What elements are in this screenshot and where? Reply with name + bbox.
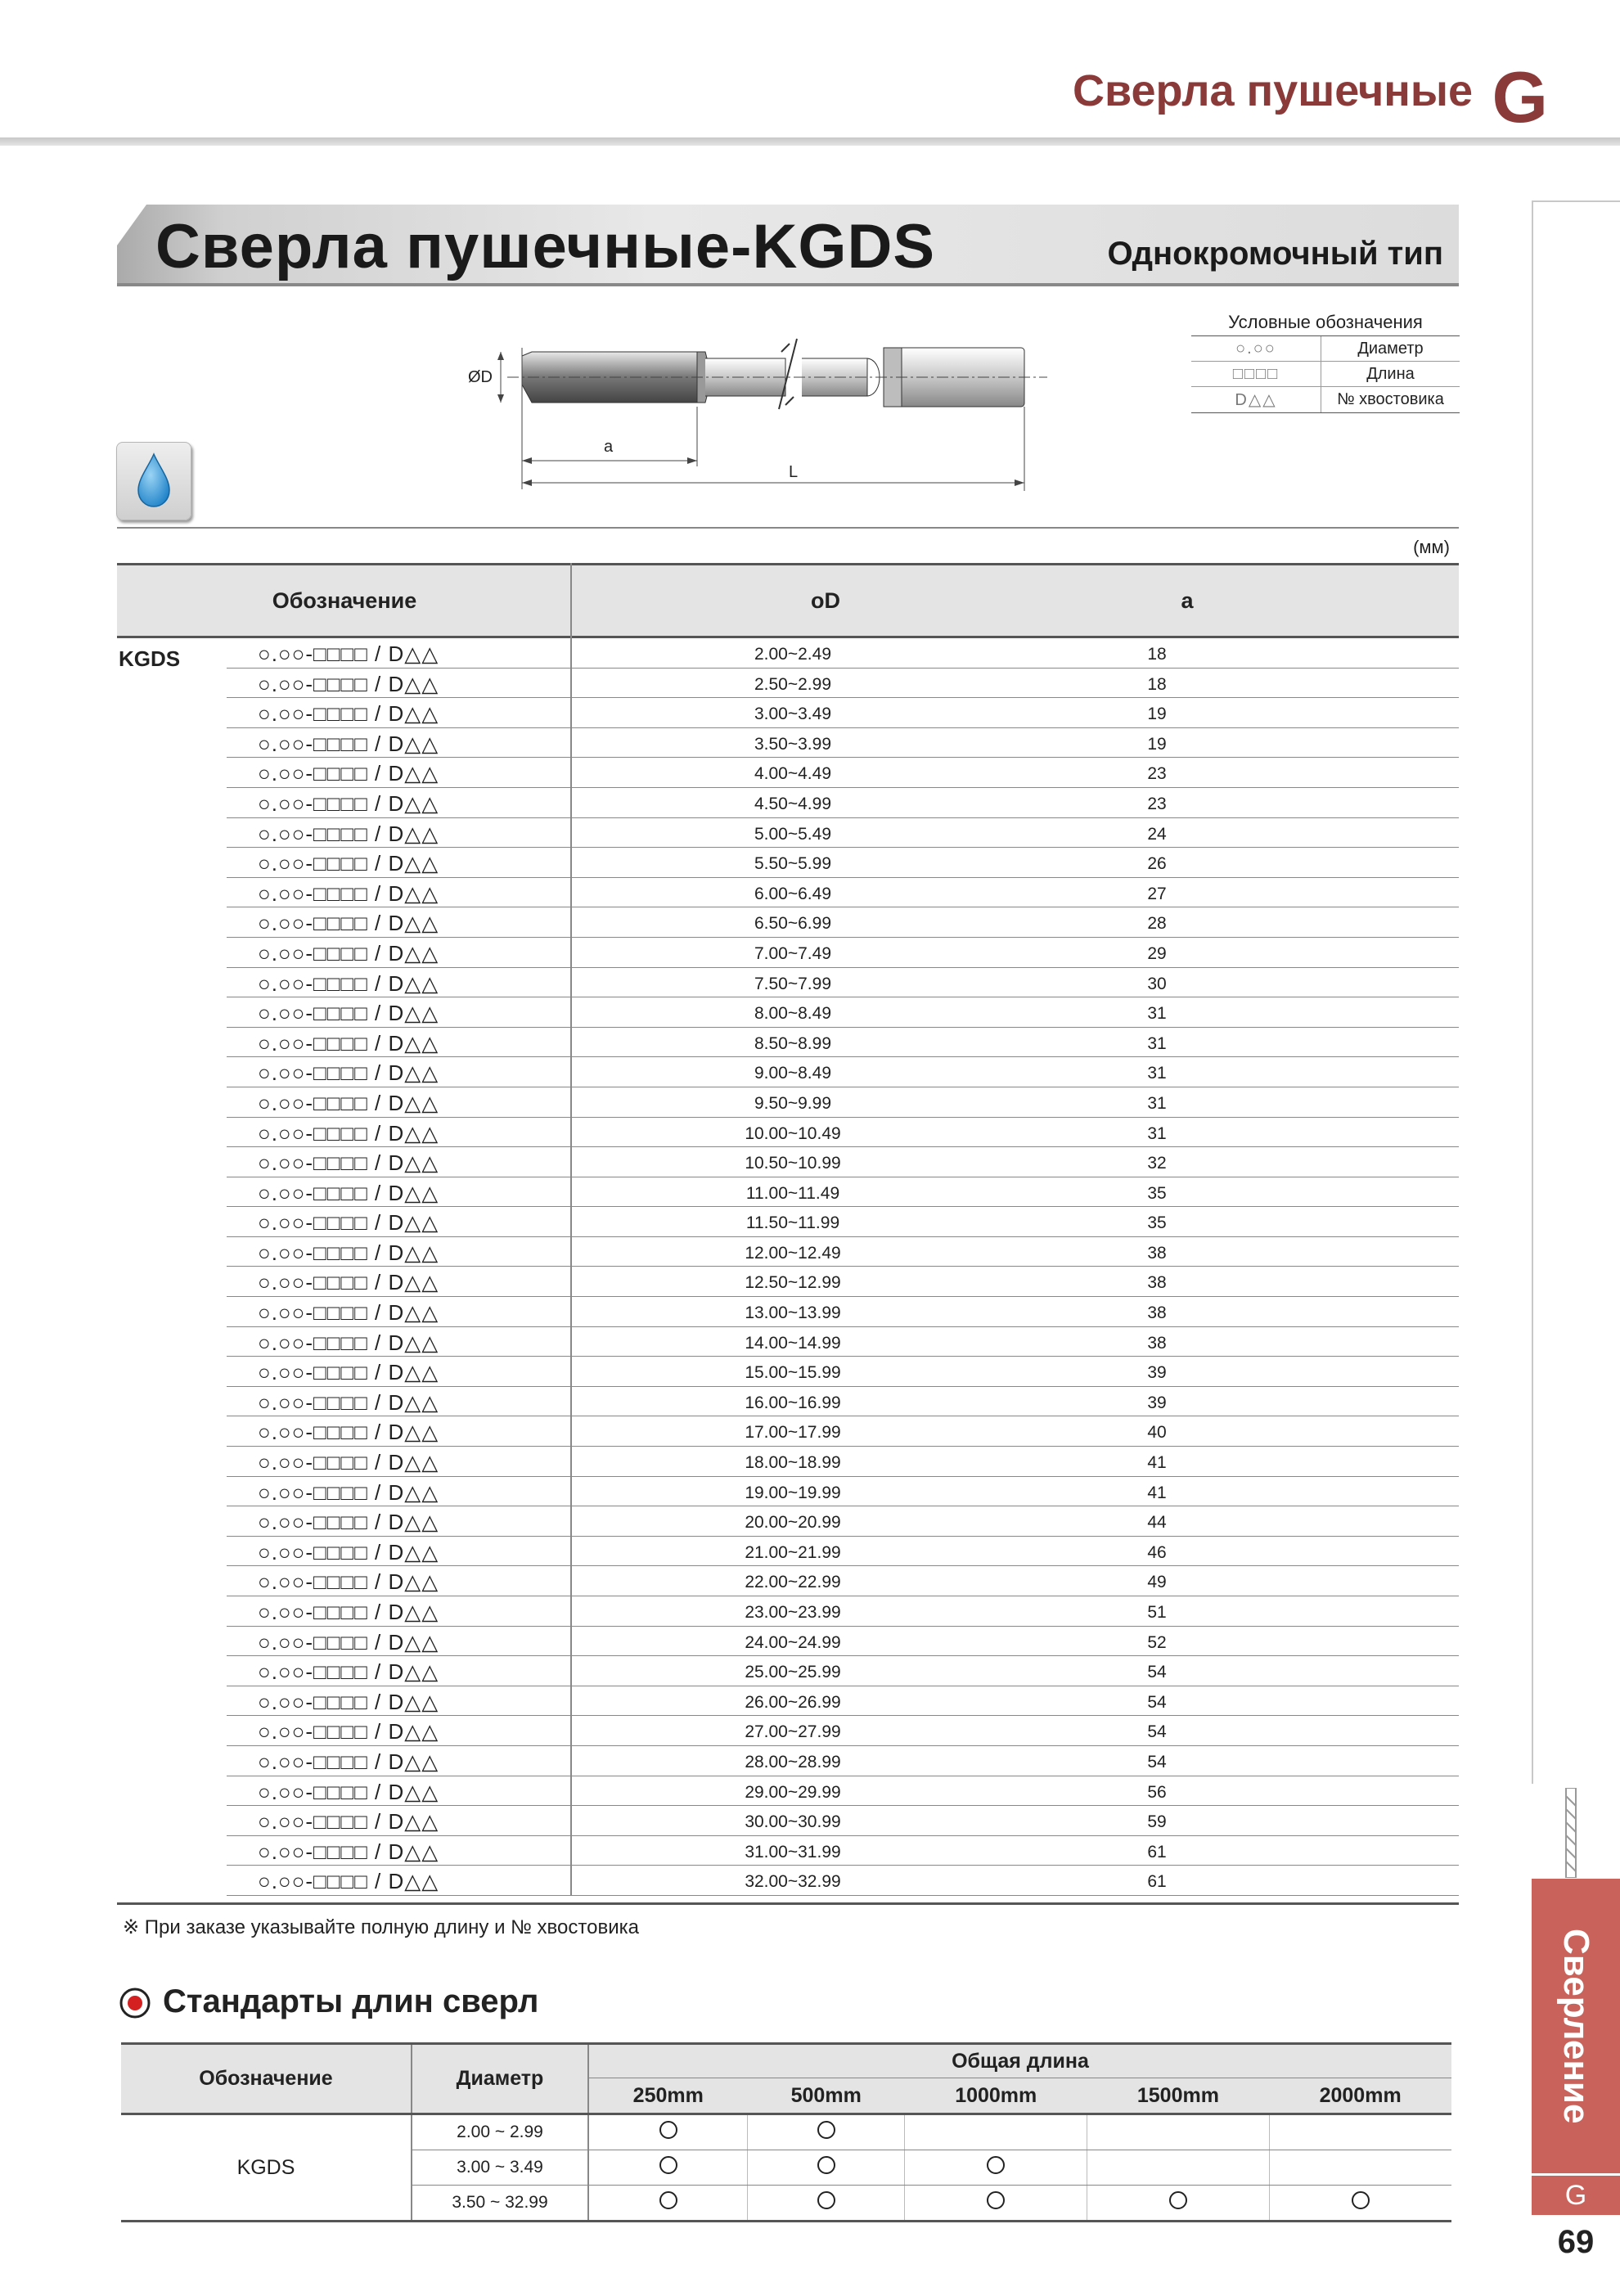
dim-label-a: a — [604, 438, 614, 456]
od-range: 13.00~13.99 — [745, 1303, 841, 1323]
od-range: 2.50~2.99 — [754, 674, 831, 694]
od-range: 19.00~19.99 — [745, 1483, 841, 1502]
od-range: 10.50~10.99 — [745, 1154, 841, 1173]
a-value: 28 — [1147, 914, 1167, 934]
side-section-letter: G — [1532, 2173, 1620, 2215]
od-range: 29.00~29.99 — [745, 1782, 841, 1802]
table-row — [117, 848, 1459, 878]
designation-code: ○.○○-□□□□ / D△△ — [258, 1060, 439, 1086]
availability-cell — [1087, 2150, 1270, 2186]
od-range: 4.00~4.49 — [754, 764, 831, 784]
table-row — [117, 1267, 1459, 1297]
availability-cell — [1269, 2150, 1451, 2186]
table-row — [117, 1836, 1459, 1866]
legend-meaning: № хвостовика — [1321, 387, 1460, 413]
designation-code: ○.○○-□□□□ / D△△ — [258, 1389, 439, 1415]
designation-code: ○.○○-□□□□ / D△△ — [258, 1120, 439, 1146]
available-circle-icon — [659, 2121, 677, 2139]
len-header-length: 500mm — [748, 2078, 905, 2114]
designation-code: ○.○○-□□□□ / D△△ — [258, 1809, 439, 1835]
table-row — [117, 1357, 1459, 1387]
table-row — [117, 1656, 1459, 1686]
designation-code: ○.○○-□□□□ / D△△ — [258, 821, 439, 846]
designation-code: ○.○○-□□□□ / D△△ — [258, 1479, 439, 1505]
designation-code: ○.○○-□□□□ / D△△ — [258, 1749, 439, 1774]
availability-cell — [588, 2186, 748, 2222]
designation-code: ○.○○-□□□□ / D△△ — [258, 1270, 439, 1295]
section-separator — [117, 527, 1459, 529]
a-value: 29 — [1147, 943, 1167, 963]
table-row — [117, 1627, 1459, 1657]
designation-code: ○.○○-□□□□ / D△△ — [258, 1330, 439, 1355]
a-value: 51 — [1147, 1603, 1167, 1622]
page-subtitle: Однокромочный тип — [1107, 236, 1443, 272]
a-value: 38 — [1147, 1333, 1167, 1353]
od-range: 17.00~17.99 — [745, 1423, 841, 1443]
availability-cell — [1269, 2186, 1451, 2222]
table-row — [117, 1746, 1459, 1776]
od-range: 11.50~11.99 — [745, 1213, 840, 1233]
a-value: 54 — [1147, 1722, 1167, 1742]
a-value: 38 — [1147, 1303, 1167, 1323]
len-header-length: 1500mm — [1087, 2078, 1270, 2114]
designation-code: ○.○○-□□□□ / D△△ — [258, 851, 439, 876]
od-range: 23.00~23.99 — [745, 1603, 841, 1622]
designation-code: ○.○○-□□□□ / D△△ — [258, 1659, 439, 1685]
main-table-body — [117, 638, 1459, 1896]
table-row — [117, 1806, 1459, 1836]
available-circle-icon — [659, 2191, 677, 2209]
len-header-length: 2000mm — [1269, 2078, 1451, 2114]
availability-cell — [905, 2114, 1087, 2150]
table-row — [117, 1506, 1459, 1537]
designation-code: ○.○○-□□□□ / D△△ — [258, 1569, 439, 1595]
a-value: 23 — [1147, 794, 1167, 813]
table-row — [117, 1057, 1459, 1087]
table-row — [117, 1716, 1459, 1746]
a-value: 31 — [1147, 1123, 1167, 1143]
table-row — [117, 1177, 1459, 1208]
od-range: 3.00~3.49 — [754, 705, 831, 724]
availability-cell — [588, 2150, 748, 2186]
a-value: 31 — [1147, 1093, 1167, 1113]
od-range: 18.00~18.99 — [745, 1453, 841, 1473]
table-row — [117, 728, 1459, 759]
od-range: 9.50~9.99 — [754, 1093, 831, 1113]
designation-code: ○.○○-□□□□ / D△△ — [258, 1689, 439, 1714]
section-header-title: Сверла пушечные — [1073, 66, 1473, 115]
main-table-bottom-rule — [117, 1902, 1459, 1905]
designation-code: ○.○○-□□□□ / D△△ — [258, 1030, 439, 1056]
a-value: 52 — [1147, 1632, 1167, 1652]
designation-code: ○.○○-□□□□ / D△△ — [258, 1300, 439, 1326]
od-range: 15.00~15.99 — [745, 1363, 841, 1383]
availability-cell — [905, 2186, 1087, 2222]
od-range: 9.00~8.49 — [754, 1064, 831, 1083]
banner-corner — [117, 205, 146, 245]
od-range: 6.50~6.99 — [754, 914, 831, 934]
length-table — [121, 2042, 1451, 2222]
table-row — [117, 1596, 1459, 1627]
a-value: 54 — [1147, 1663, 1167, 1682]
drill-icon — [1555, 1788, 1587, 1878]
designation-code: ○.○○-□□□□ / D△△ — [258, 1839, 439, 1864]
a-value: 19 — [1147, 705, 1167, 724]
available-circle-icon — [659, 2156, 677, 2174]
a-value: 31 — [1147, 1033, 1167, 1053]
a-value: 54 — [1147, 1692, 1167, 1712]
table-row — [117, 818, 1459, 849]
legend-symbol: □□□□ — [1191, 362, 1321, 387]
a-value: 59 — [1147, 1812, 1167, 1832]
od-range: 25.00~25.99 — [745, 1663, 841, 1682]
table-row — [117, 968, 1459, 998]
table-row — [117, 1147, 1459, 1177]
availability-cell — [748, 2186, 905, 2222]
side-divider-top — [1532, 200, 1620, 202]
designation-code: ○.○○-□□□□ / D△△ — [258, 761, 439, 786]
a-value: 18 — [1147, 674, 1167, 694]
od-range: 3.50~3.99 — [754, 734, 831, 754]
col-header-od: oD — [811, 588, 840, 613]
section-header-letter: G — [1492, 56, 1548, 137]
len-header-diameter: Диаметр — [412, 2044, 588, 2114]
a-value: 30 — [1147, 974, 1167, 993]
a-value: 39 — [1147, 1363, 1167, 1383]
availability-cell — [748, 2150, 905, 2186]
a-value: 31 — [1147, 1004, 1167, 1024]
a-value: 32 — [1147, 1154, 1167, 1173]
a-value: 26 — [1147, 854, 1167, 874]
designation-code: ○.○○-□□□□ / D△△ — [258, 1180, 439, 1205]
len-diameter: 2.00 ~ 2.99 — [412, 2114, 588, 2150]
od-range: 30.00~30.99 — [745, 1812, 841, 1832]
group-label: KGDS — [119, 646, 181, 671]
designation-code: ○.○○-□□□□ / D△△ — [258, 1539, 439, 1564]
a-value: 40 — [1147, 1423, 1167, 1443]
od-range: 11.00~11.49 — [745, 1183, 840, 1203]
od-range: 20.00~20.99 — [745, 1513, 841, 1533]
od-range: 32.00~32.99 — [745, 1872, 841, 1892]
od-range: 27.00~27.99 — [745, 1722, 841, 1742]
length-row — [121, 2114, 1451, 2150]
table-row — [117, 907, 1459, 938]
table-row — [117, 1566, 1459, 1596]
table-row — [117, 1207, 1459, 1237]
table-row — [117, 1387, 1459, 1417]
a-value: 56 — [1147, 1782, 1167, 1802]
col-header-designation: Обозначение — [272, 588, 417, 613]
legend-title: Условные обозначения — [1191, 309, 1460, 336]
designation-code: ○.○○-□□□□ / D△△ — [258, 1869, 439, 1894]
coolant-badge — [116, 442, 191, 520]
od-range: 12.50~12.99 — [745, 1273, 841, 1293]
designation-code: ○.○○-□□□□ / D△△ — [258, 731, 439, 756]
a-value: 61 — [1147, 1872, 1167, 1892]
designation-code: ○.○○-□□□□ / D△△ — [258, 1629, 439, 1654]
od-range: 4.50~4.99 — [754, 794, 831, 813]
a-value: 54 — [1147, 1752, 1167, 1772]
od-range: 7.50~7.99 — [754, 974, 831, 993]
table-row — [117, 1087, 1459, 1118]
od-range: 7.00~7.49 — [754, 943, 831, 963]
designation-code: ○.○○-□□□□ / D△△ — [258, 701, 439, 727]
od-range: 2.00~2.49 — [754, 645, 831, 664]
a-value: 18 — [1147, 645, 1167, 664]
designation-code: ○.○○-□□□□ / D△△ — [258, 671, 439, 696]
designation-code: ○.○○-□□□□ / D△△ — [258, 1779, 439, 1804]
designation-code: ○.○○-□□□□ / D△△ — [258, 911, 439, 936]
availability-cell — [588, 2114, 748, 2150]
available-circle-icon — [987, 2191, 1005, 2209]
available-circle-icon — [987, 2156, 1005, 2174]
designation-code: ○.○○-□□□□ / D△△ — [258, 1150, 439, 1176]
table-row — [117, 698, 1459, 728]
target-bullet-icon — [119, 1988, 151, 2019]
available-circle-icon — [817, 2156, 835, 2174]
table-row — [117, 1416, 1459, 1447]
designation-code: ○.○○-□□□□ / D△△ — [258, 970, 439, 996]
designation-code: ○.○○-□□□□ / D△△ — [258, 1090, 439, 1115]
a-value: 38 — [1147, 1243, 1167, 1263]
len-diameter: 3.50 ~ 32.99 — [412, 2186, 588, 2222]
availability-cell — [905, 2150, 1087, 2186]
table-row — [117, 938, 1459, 968]
a-value: 41 — [1147, 1483, 1167, 1502]
designation-code: ○.○○-□□□□ / D△△ — [258, 790, 439, 816]
availability-cell — [748, 2114, 905, 2150]
table-row — [117, 1118, 1459, 1148]
availability-cell — [1087, 2186, 1270, 2222]
page-number: 69 — [1557, 2224, 1595, 2260]
od-range: 8.50~8.99 — [754, 1033, 831, 1053]
a-value: 46 — [1147, 1542, 1167, 1562]
legend-meaning: Длина — [1321, 362, 1460, 387]
dim-label-l: L — [789, 463, 799, 481]
a-value: 23 — [1147, 764, 1167, 784]
row-rule — [227, 1895, 1459, 1896]
a-value: 44 — [1147, 1513, 1167, 1533]
a-value: 38 — [1147, 1273, 1167, 1293]
designation-code: ○.○○-□□□□ / D△△ — [258, 1450, 439, 1475]
designation-code: ○.○○-□□□□ / D△△ — [258, 940, 439, 966]
table-row — [117, 878, 1459, 908]
table-row — [117, 669, 1459, 699]
od-range: 26.00~26.99 — [745, 1692, 841, 1712]
order-note: ※ При заказе указывайте полную длину и № хвостовика — [123, 1916, 639, 1938]
designation-code: ○.○○-□□□□ / D△△ — [258, 642, 439, 666]
table-row — [117, 1327, 1459, 1357]
a-value: 49 — [1147, 1573, 1167, 1592]
section-title: Стандарты длин сверл — [163, 1983, 539, 2019]
table-row — [117, 1297, 1459, 1327]
table-row — [117, 1028, 1459, 1058]
len-header-length: 1000mm — [905, 2078, 1087, 2114]
available-circle-icon — [817, 2191, 835, 2209]
a-value: 61 — [1147, 1842, 1167, 1862]
banner-underline — [117, 283, 1459, 286]
a-value: 31 — [1147, 1064, 1167, 1083]
od-range: 12.00~12.49 — [745, 1243, 841, 1263]
od-range: 21.00~21.99 — [745, 1542, 841, 1562]
designation-code: ○.○○-□□□□ / D△△ — [258, 1360, 439, 1385]
table-row — [117, 1537, 1459, 1567]
table-row — [117, 1866, 1459, 1896]
len-diameter: 3.00 ~ 3.49 — [412, 2150, 588, 2186]
legend-symbol: D△△ — [1191, 387, 1321, 413]
od-range: 14.00~14.99 — [745, 1333, 841, 1353]
legend-symbol: ○.○○ — [1191, 336, 1321, 362]
len-designation: KGDS — [121, 2114, 412, 2222]
len-header-designation: Обозначение — [121, 2044, 412, 2114]
len-header-length: 250mm — [588, 2078, 748, 2114]
available-circle-icon — [1169, 2191, 1187, 2209]
table-row — [117, 788, 1459, 818]
od-range: 6.00~6.49 — [754, 884, 831, 903]
table-row — [117, 638, 1459, 669]
len-header-total: Общая длина — [588, 2044, 1451, 2078]
od-range: 24.00~24.99 — [745, 1632, 841, 1652]
table-row — [117, 997, 1459, 1028]
units-label: (мм) — [1413, 537, 1450, 557]
designation-code: ○.○○-□□□□ / D△△ — [258, 880, 439, 906]
a-value: 39 — [1147, 1393, 1167, 1412]
designation-code: ○.○○-□□□□ / D△△ — [258, 1210, 439, 1236]
table-row — [117, 1776, 1459, 1807]
side-tab-label-wrap[interactable] — [1532, 1879, 1620, 2173]
table-row — [117, 1686, 1459, 1717]
od-range: 5.00~5.49 — [754, 824, 831, 844]
designation-code: ○.○○-□□□□ / D△△ — [258, 1420, 439, 1445]
od-range: 16.00~16.99 — [745, 1393, 841, 1412]
availability-cell — [1087, 2114, 1270, 2150]
od-range: 28.00~28.99 — [745, 1752, 841, 1772]
table-row — [117, 1447, 1459, 1477]
table-row — [117, 758, 1459, 788]
col-header-a: a — [1181, 588, 1194, 613]
legend-meaning: Диаметр — [1321, 336, 1460, 362]
dim-label-diameter: ØD — [468, 368, 493, 386]
a-value: 19 — [1147, 734, 1167, 754]
designation-code: ○.○○-□□□□ / D△△ — [258, 1510, 439, 1535]
table-row — [117, 1237, 1459, 1267]
od-range: 10.00~10.49 — [745, 1123, 841, 1143]
side-divider — [1532, 200, 1533, 1784]
od-range: 22.00~22.99 — [745, 1573, 841, 1592]
page-title: Сверла пушечные-KGDS — [155, 212, 936, 281]
a-value: 35 — [1147, 1213, 1167, 1233]
side-tab-label: Сверление — [1556, 1928, 1596, 2124]
header-rule — [0, 137, 1620, 146]
designation-code: ○.○○-□□□□ / D△△ — [258, 1600, 439, 1624]
a-value: 35 — [1147, 1183, 1167, 1203]
a-value: 24 — [1147, 824, 1167, 844]
available-circle-icon — [1352, 2191, 1370, 2209]
od-range: 8.00~8.49 — [754, 1004, 831, 1024]
designation-code: ○.○○-□□□□ / D△△ — [258, 1719, 439, 1745]
a-value: 27 — [1147, 884, 1167, 903]
od-range: 5.50~5.99 — [754, 854, 831, 874]
available-circle-icon — [817, 2121, 835, 2139]
availability-cell — [1269, 2114, 1451, 2150]
designation-code: ○.○○-□□□□ / D△△ — [258, 1001, 439, 1026]
water-drop-icon — [117, 443, 191, 520]
designation-code: ○.○○-□□□□ / D△△ — [258, 1240, 439, 1265]
table-row — [117, 1477, 1459, 1507]
a-value: 41 — [1147, 1453, 1167, 1473]
legend-table — [1191, 309, 1460, 413]
drill-diagram — [458, 327, 1072, 499]
od-range: 31.00~31.99 — [745, 1842, 841, 1862]
